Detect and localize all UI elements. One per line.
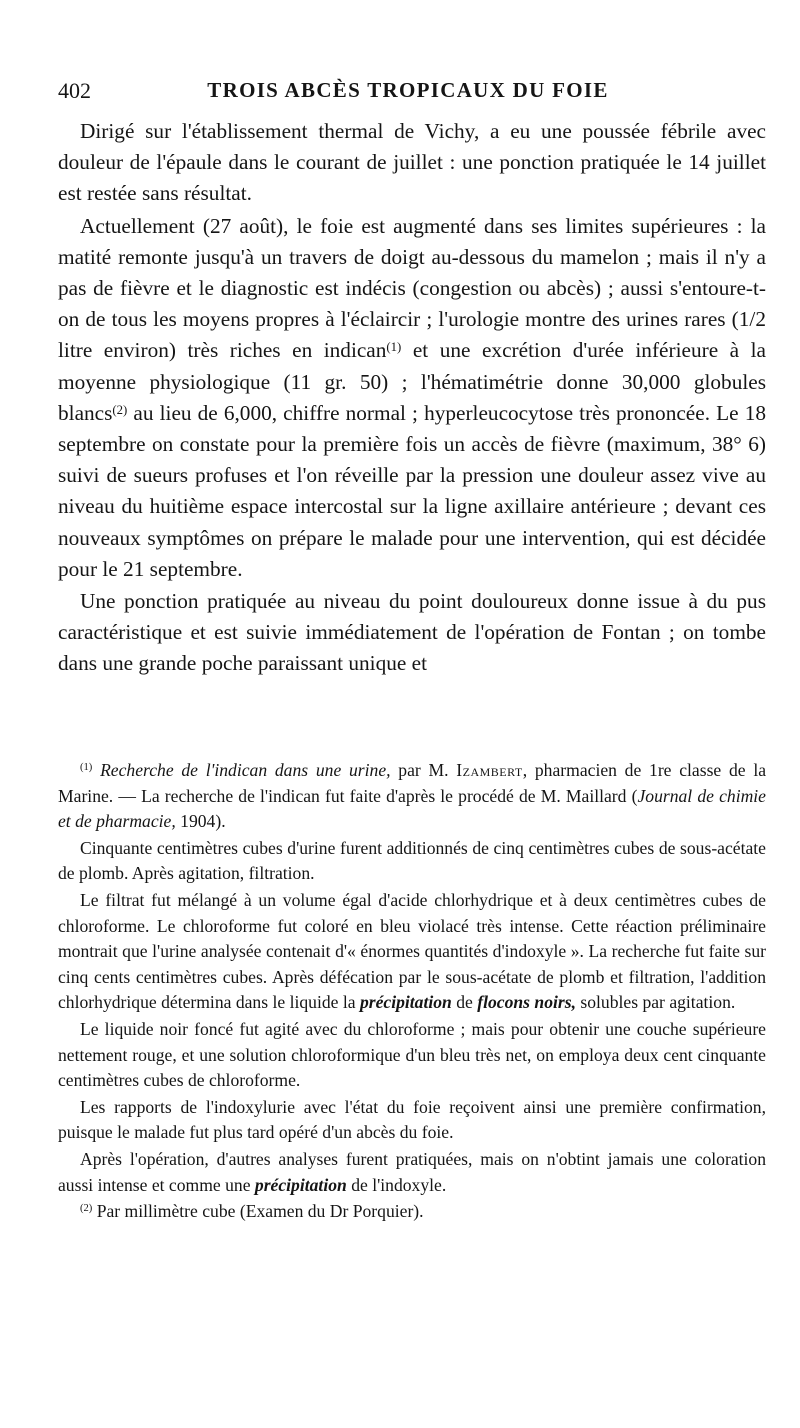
page-header bbox=[58, 78, 758, 108]
footnote-paragraph-5: Les rapports de l'indoxylurie avec l'état du foie reçoivent ainsi une première confirmation, puisque le malade fut plus tard opéré d'un abcès du foie. bbox=[58, 1096, 766, 1143]
footnote-2-text: Par millimètre cube (Examen du Dr Porquier). bbox=[92, 1201, 424, 1222]
paragraph-1: Dirigé sur l'établissement thermal de Vichy, a eu une poussée fébrile avec douleur de l'épaule dans le courant de juillet : une ponction pratiquée le 14 juillet est restée sans résultat. bbox=[58, 119, 766, 206]
footnote-1-mark: (1) bbox=[80, 762, 93, 773]
footnote-2-mark: (2) bbox=[80, 1203, 93, 1215]
footnotes bbox=[58, 758, 766, 1225]
footnote-1-ref-close: 1904). bbox=[175, 811, 226, 832]
footnote-1 bbox=[58, 758, 766, 835]
footnote-paragraph-6-em: précipitation bbox=[254, 1174, 347, 1195]
footnote-1-affiliation: , pharmacien de 1re classe de la Marine. — La recherche de l'indican fut faite d'après le bbox=[58, 760, 767, 806]
footnote-paragraph-6 bbox=[58, 1147, 766, 1198]
paragraph-3: Une ponction pratiquée au niveau du point douloureux donne issue à du pus caractéristique et est suivie immédiatement de l'opération de Fontan ; on tombe dans une grande poche paraissant unique et bbox=[58, 589, 766, 676]
paragraph-2-part-1: Actuellement (27 août), le foie est augmenté dans ses limites supérieures : la matité remonte jusqu'à un travers de doigt au-dessous du mamelon ; mais il n'y a pas de fièvre et le diagnostic est indécis (congestion ou abcès) ; aussi s'entoure-t-on de tous les moyens propres à l'éclaircir ; l'urologie montre des urines rares (1/2 litre environ) très riches en indican bbox=[58, 213, 766, 363]
paragraph-2-part-2: et une excrétion d'urée inférieure à la moyenne physiologique (11 gr. 50) ; l'hématimétrie donne 30,000 globules blancs bbox=[58, 338, 766, 425]
footnote-paragraph-3-end: solubles par agitation. bbox=[575, 992, 736, 1013]
footnote-paragraph-6-start: Après l'opération, d'autres analyses furent pratiquées, mais on n'obtint jamais une coloration aussi intense et comme une bbox=[58, 1148, 766, 1195]
footnote-2 bbox=[58, 1199, 766, 1225]
footnote-paragraph-3-text: Le filtrat fut mélangé à un volume égal d'acide chlorhydrique et à deux centimètres cubes de chloroforme. Le chloroforme fut coloré en bleu violacé très intense. Cette réaction préliminaire montrait que l'urine analysée contenait d'« énormes quantités d'indoxyle ». La recherche fut faite sur cinq cents centimètres cubes. Après défécation par le sous-acétate de plomb et filtration, l'addition chlorhydrique détermina dans le liquide la bbox=[58, 889, 766, 1013]
main-text bbox=[58, 116, 766, 680]
page-number: 402 bbox=[58, 78, 91, 103]
paragraph-2 bbox=[58, 211, 766, 585]
running-title: TROIS ABCÈS TROPICAUX DU FOIE bbox=[207, 78, 609, 102]
footnote-1-method: procédé de M. Maillard bbox=[458, 785, 627, 806]
footnote-paragraph-3-mid: de bbox=[451, 992, 478, 1013]
footnote-paragraph-3-em-2: flocons noirs, bbox=[477, 992, 576, 1013]
footnote-1-title: Recherche de l'indican dans une urine, bbox=[100, 760, 391, 780]
footnote-paragraph-3-em-1: précipitation bbox=[359, 992, 452, 1013]
footnote-ref-1[interactable]: (1) bbox=[386, 340, 402, 355]
footnote-paragraph-4: Le liquide noir foncé fut agité avec du chloroforme ; mais pour obtenir une couche supérieure nettement rouge, et une solution chloroformique d'un bleu très net, on employa deux cent cinquante centimètres cubes de chloroforme. bbox=[58, 1018, 766, 1091]
footnote-paragraph-3 bbox=[58, 888, 766, 1016]
footnote-ref-2[interactable]: (2) bbox=[112, 402, 128, 417]
footnote-paragraph-2: Cinquante centimètres cubes d'urine furent additionnés de cinq centimètres cubes de sous-acétate de plomb. Après agitation, filtration. bbox=[58, 837, 766, 884]
footnote-1-by: par M. bbox=[390, 760, 457, 780]
footnote-1-ref-open: ( bbox=[626, 785, 638, 806]
footnote-1-author: Izambert bbox=[456, 760, 523, 780]
footnote-1-journal: Journal de chimie et de pharmacie, bbox=[58, 785, 766, 832]
footnote-paragraph-6-end: de l'indoxyle. bbox=[346, 1174, 447, 1195]
paragraph-2-part-3: au lieu de 6,000, chiffre normal ; hyperleucocytose très prononcée. Le 18 septembre on constate pour la première fois un accès de fièvre (maximum, 38° 6) suivi de sueurs profuses et l'on réveille par la pression une douleur assez vive au niveau du huitième espace intercostal sur la ligne axillaire antérieure ; devant ces nouveaux symptômes on prépare le malade pour une intervention, qui est décidée pour le 21 septembre. bbox=[58, 400, 766, 581]
